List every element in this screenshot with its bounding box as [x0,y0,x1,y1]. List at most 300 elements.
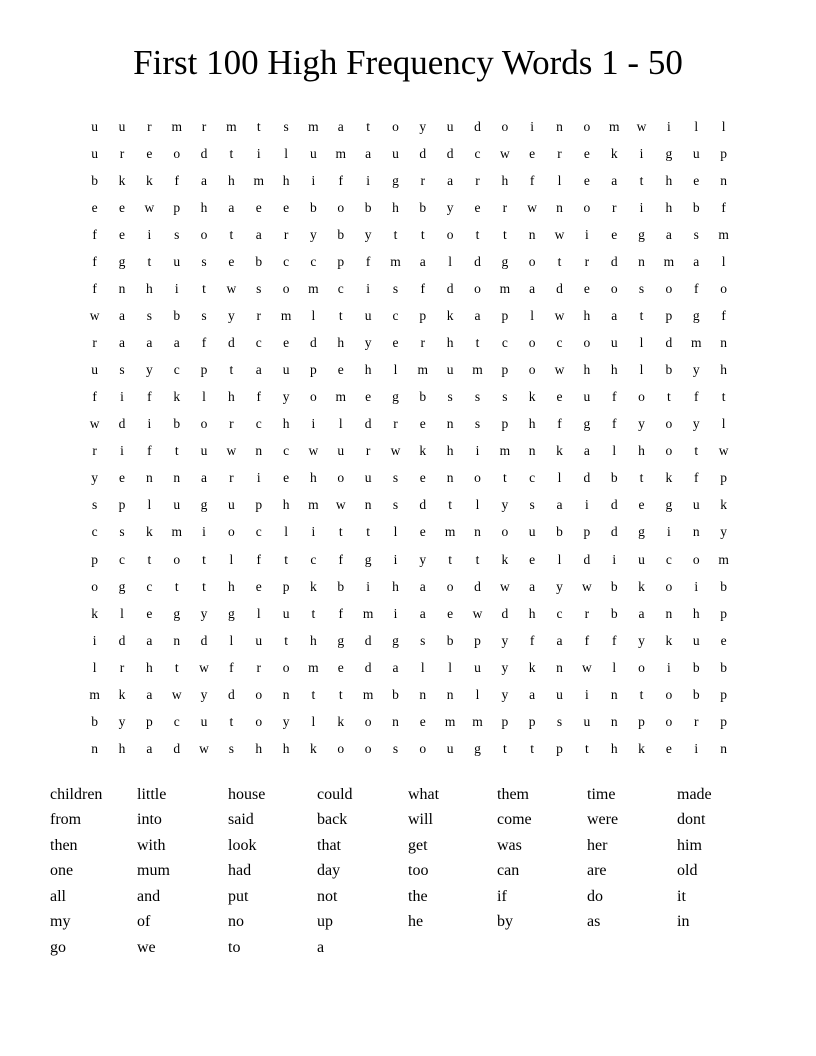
grid-letter: w [718,443,729,459]
grid-letter: e [283,335,290,351]
grid-letter: o [337,740,345,756]
grid-letter: i [120,389,124,405]
grid-letter: y [364,335,372,351]
grid-letter: u [337,443,345,459]
grid-letter: n [446,470,454,486]
grid-letter: e [283,199,290,215]
grid-letter: p [474,632,481,648]
word-item: mum [137,862,170,880]
grid-letter: m [390,254,401,269]
grid-letter: d [364,416,372,432]
grid-letter: h [610,740,618,756]
grid-letter: d [446,145,454,161]
grid-letter: f [529,632,535,648]
grid-letter: u [228,497,235,513]
word-item: a [317,938,325,956]
grid-letter: p [118,497,126,513]
grid-letter: w [199,659,209,675]
grid-letter: k [118,686,126,702]
grid-letter: p [528,713,536,729]
grid-letter: t [202,281,206,297]
grid-letter: o [638,389,645,405]
grid-letter: d [310,335,317,351]
word-item: was [497,836,522,854]
grid-letter: a [556,497,563,513]
grid-letter: m [472,362,483,378]
grid-letter: n [720,335,727,351]
grid-letter: b [364,199,372,215]
grid-letter: t [502,740,507,756]
grid-letter: t [147,254,152,269]
grid-letter: l [721,416,726,432]
grid-letter: f [338,605,344,621]
grid-letter: c [255,524,262,540]
grid-letter: t [311,686,316,702]
grid-letter: y [282,713,290,729]
grid-letter: h [446,443,454,459]
grid-letter: a [529,281,536,297]
grid-letter: f [256,551,261,567]
grid-letter: g [392,389,399,405]
grid-letter: p [583,524,591,540]
grid-letter: r [557,145,562,161]
word-item: come [497,811,532,829]
grid-letter: e [365,389,372,405]
grid-letter: g [337,632,345,648]
grid-letter: h [638,443,645,459]
grid-letter: o [720,281,727,297]
grid-letter: u [118,118,126,134]
grid-letter: r [229,416,234,432]
grid-letter: h [665,199,673,215]
word-item: no [228,913,244,931]
grid-letter: y [91,470,99,486]
word-item: little [137,786,167,803]
grid-letter: y [118,713,126,729]
grid-letter: a [474,308,481,324]
grid-letter: e [119,226,126,242]
grid-letter: h [228,389,235,405]
word-item: can [497,862,520,880]
grid-letter: n [556,199,563,215]
grid-letter: r [393,416,398,432]
grid-letter: w [390,443,401,459]
grid-letter: b [310,199,317,215]
word-column [587,782,677,960]
grid-letter: t [284,632,288,648]
grid-letter: o [665,443,673,459]
grid-letter: i [120,443,124,459]
grid-letter: y [556,578,563,594]
grid-letter: s [392,497,399,513]
grid-letter: n [282,686,290,702]
grid-letter: m [335,389,347,405]
grid-letter: y [638,416,645,432]
grid-letter: i [694,578,699,594]
grid-letter: t [229,226,234,242]
grid-letter: f [92,281,97,297]
grid-letter: i [530,118,535,134]
grid-letter: o [528,362,536,378]
grid-letter: s [119,362,125,378]
word-item: too [408,862,429,880]
grid-letter: g [364,551,372,567]
grid-letter: i [584,686,589,702]
grid-letter: y [720,524,727,540]
grid-letter: b [720,578,727,594]
grid-letter: h [392,199,399,215]
grid-letter: d [474,118,481,134]
grid-letter: d [200,632,208,648]
grid-letter: b [255,254,263,269]
grid-letter: n [610,713,618,729]
grid-letter: u [446,362,454,378]
grid-letter: o [665,713,673,729]
grid-letter: m [308,497,319,513]
grid-letter: h [228,578,235,594]
grid-letter: e [392,335,399,351]
grid-letter: g [501,254,509,269]
grid-letter: f [92,254,97,269]
grid-letter: a [119,335,126,351]
grid-letter: k [610,145,618,161]
grid-letter: k [145,524,153,540]
grid-letter: u [446,118,454,134]
word-item: children [50,786,103,803]
grid-letter: n [91,740,99,756]
grid-letter: s [474,416,481,432]
grid-letter: c [529,470,536,486]
grid-letter: g [692,308,700,324]
word-item: that [317,836,341,854]
grid-letter: a [146,740,153,756]
grid-letter: k [91,605,99,621]
grid-letter: w [171,686,182,702]
grid-letter: u [692,632,700,648]
grid-letter: e [337,362,344,378]
grid-letter: d [173,740,181,756]
grid-letter: e [583,172,590,188]
grid-letter: n [474,524,481,540]
word-item: what [408,786,440,803]
grid-letter: i [393,551,398,567]
grid-letter: t [475,226,480,242]
grid-letter: l [639,335,644,351]
grid-letter: o [583,199,591,215]
grid-letter: n [118,281,126,297]
grid-letter: l [92,659,97,675]
grid-letter: r [420,172,426,188]
grid-letter: n [556,659,563,675]
grid-letter: a [201,172,208,188]
grid-letter: i [366,578,370,594]
grid-letter: o [200,226,208,242]
grid-letter: e [419,713,426,729]
grid-letter: h [665,172,673,188]
grid-letter: u [173,254,181,269]
grid-letter: w [499,578,510,594]
word-item: house [228,786,266,803]
grid-letter: m [663,254,675,269]
grid-letter: l [448,659,453,675]
grid-letter: f [229,659,234,675]
grid-letter: y [145,362,153,378]
grid-letter: o [528,335,536,351]
grid-letter: t [502,470,507,486]
word-item: up [317,913,333,931]
grid-letter: e [146,605,153,621]
grid-letter: t [229,145,234,161]
grid-letter: y [419,118,427,134]
grid-letter: d [446,281,454,297]
grid-letter: w [226,443,237,459]
grid-letter: t [202,551,206,567]
word-item: do [587,887,603,905]
grid-letter: c [173,362,180,378]
grid-letter: d [419,145,427,161]
word-item: we [137,938,156,956]
grid-letter: f [201,335,207,351]
grid-letter: l [202,389,206,405]
grid-letter: p [720,605,727,621]
grid-letter: b [173,416,181,432]
grid-letter: d [610,497,618,513]
grid-letter: m [89,686,100,702]
grid-letter: e [119,199,126,215]
word-item: time [587,786,616,803]
grid-letter: c [392,308,399,324]
grid-letter: h [610,362,618,378]
grid-letter: y [638,632,645,648]
grid-letter: e [447,605,454,621]
grid-letter: s [92,497,98,513]
grid-letter: s [146,308,152,324]
grid-letter: b [337,226,345,242]
grid-letter: k [556,443,563,459]
grid-letter: m [499,281,511,297]
grid-letter: c [283,254,290,269]
grid-letter: p [419,308,427,324]
grid-letter: e [419,416,426,432]
grid-letter: t [366,118,370,134]
grid-letter: d [364,659,372,675]
grid-letter: g [638,226,645,242]
grid-letter: s [201,308,207,324]
grid-letter: m [171,118,182,134]
grid-letter: m [171,524,182,540]
grid-letter: l [639,362,644,378]
grid-letter: l [311,308,316,324]
word-item: them [497,786,529,803]
word-column [137,782,228,960]
grid-letter: y [501,686,509,702]
word-item: the [408,887,428,905]
grid-letter: c [501,335,508,351]
grid-letter: o [310,389,317,405]
grid-letter: b [173,308,181,324]
grid-letter: l [475,497,480,513]
grid-letter: n [392,713,399,729]
grid-letter: l [120,605,124,621]
grid-letter: y [364,226,372,242]
grid-letter: f [365,254,371,269]
word-item: into [137,811,162,829]
grid-letter: d [665,335,673,351]
grid-letter: d [228,686,235,702]
grid-letter: i [475,443,480,459]
grid-letter: p [501,713,509,729]
grid-letter: c [283,443,290,459]
grid-letter: n [528,226,536,242]
grid-letter: n [255,443,263,459]
grid-letter: o [638,659,645,675]
grid-letter: m [308,659,319,675]
grid-letter: w [89,416,100,432]
grid-letter: e [720,632,727,648]
grid-letter: b [419,389,427,405]
grid-letter: s [502,389,508,405]
grid-letter: t [475,551,480,567]
grid-letter: l [256,605,261,621]
grid-letter: c [91,524,98,540]
grid-letter: i [256,145,261,161]
grid-letter: s [392,281,399,297]
grid-letter: n [692,524,700,540]
grid-letter: h [282,497,290,513]
grid-letter: w [636,118,647,134]
word-column [408,782,497,960]
grid-letter: a [201,470,208,486]
word-item: by [497,913,513,931]
grid-letter: p [720,145,727,161]
word-column [50,782,137,960]
word-item: it [677,887,686,905]
grid-letter: a [419,254,426,269]
grid-letter: a [392,659,399,675]
grid-letter: e [693,172,700,188]
grid-letter: p [720,686,727,702]
grid-letter: c [146,578,153,594]
grid-letter: t [338,308,343,324]
word-item: from [50,811,82,829]
grid-letter: w [199,740,209,756]
grid-letter: s [529,497,535,513]
grid-letter: f [92,226,97,242]
grid-letter: o [501,524,509,540]
grid-letter: o [255,713,263,729]
grid-letter: a [146,686,153,702]
grid-letter: o [665,416,673,432]
grid-letter: c [173,713,180,729]
grid-letter: p [91,551,99,567]
grid-letter: i [393,605,398,621]
grid-letter: h [255,740,263,756]
grid-letter: y [501,659,509,675]
grid-letter: m [253,172,264,188]
grid-letter: t [639,308,644,324]
grid-letter: m [444,524,456,540]
grid-letter: e [119,470,126,486]
word-item: if [497,887,507,905]
grid-letter: r [420,335,426,351]
grid-letter: h [392,578,399,594]
grid-letter: s [228,740,235,756]
grid-letter: l [557,470,562,486]
grid-letter: o [364,740,372,756]
grid-letter: m [417,362,429,378]
word-item: had [228,862,252,880]
grid-letter: g [638,524,645,540]
word-column [317,782,408,960]
grid-letter: b [446,632,454,648]
grid-letter: h [720,362,727,378]
grid-letter: y [228,308,235,324]
word-item: will [408,811,433,829]
grid-letter: b [91,713,99,729]
grid-letter: t [256,118,261,134]
grid-letter: f [611,416,617,432]
grid-letter: f [721,199,726,215]
word-item: look [228,836,257,854]
grid-letter: g [583,416,591,432]
grid-letter: e [665,740,672,756]
grid-letter: e [337,659,344,675]
grid-letter: t [639,470,644,486]
grid-letter: k [419,443,427,459]
grid-letter: o [446,578,454,594]
grid-letter: t [147,551,152,567]
grid-letter: p [337,254,345,269]
grid-letter: h [528,416,536,432]
grid-letter: r [92,335,97,351]
grid-letter: e [255,199,262,215]
grid-letter: h [145,281,153,297]
grid-letter: e [419,470,426,486]
word-item: get [408,836,428,854]
grid-letter: n [528,443,536,459]
grid-letter: r [611,199,617,215]
word-item: said [228,811,254,829]
grid-letter: d [364,632,372,648]
grid-letter: u [282,605,290,621]
grid-letter: b [692,686,700,702]
word-item: him [677,836,702,854]
grid-letter: t [721,389,726,405]
grid-letter: n [173,470,181,486]
grid-letter: k [337,713,345,729]
grid-letter: l [229,551,234,567]
grid-letter: o [173,145,181,161]
grid-letter: o [474,281,481,297]
grid-letter: t [174,443,179,459]
grid-letter: o [692,551,700,567]
grid-letter: s [693,226,699,242]
grid-letter: t [639,172,644,188]
grid-letter: d [419,497,427,513]
grid-letter: n [364,497,372,513]
grid-letter: a [611,172,618,188]
grid-letter: o [364,713,372,729]
grid-letter: c [255,416,262,432]
grid-letter: h [118,740,126,756]
grid-letter: h [446,335,454,351]
grid-letter: w [499,145,510,161]
grid-letter: c [255,335,262,351]
grid-letter: m [362,605,374,621]
grid-letter: a [529,578,536,594]
grid-letter: n [173,632,181,648]
grid-letter: f [147,389,152,405]
